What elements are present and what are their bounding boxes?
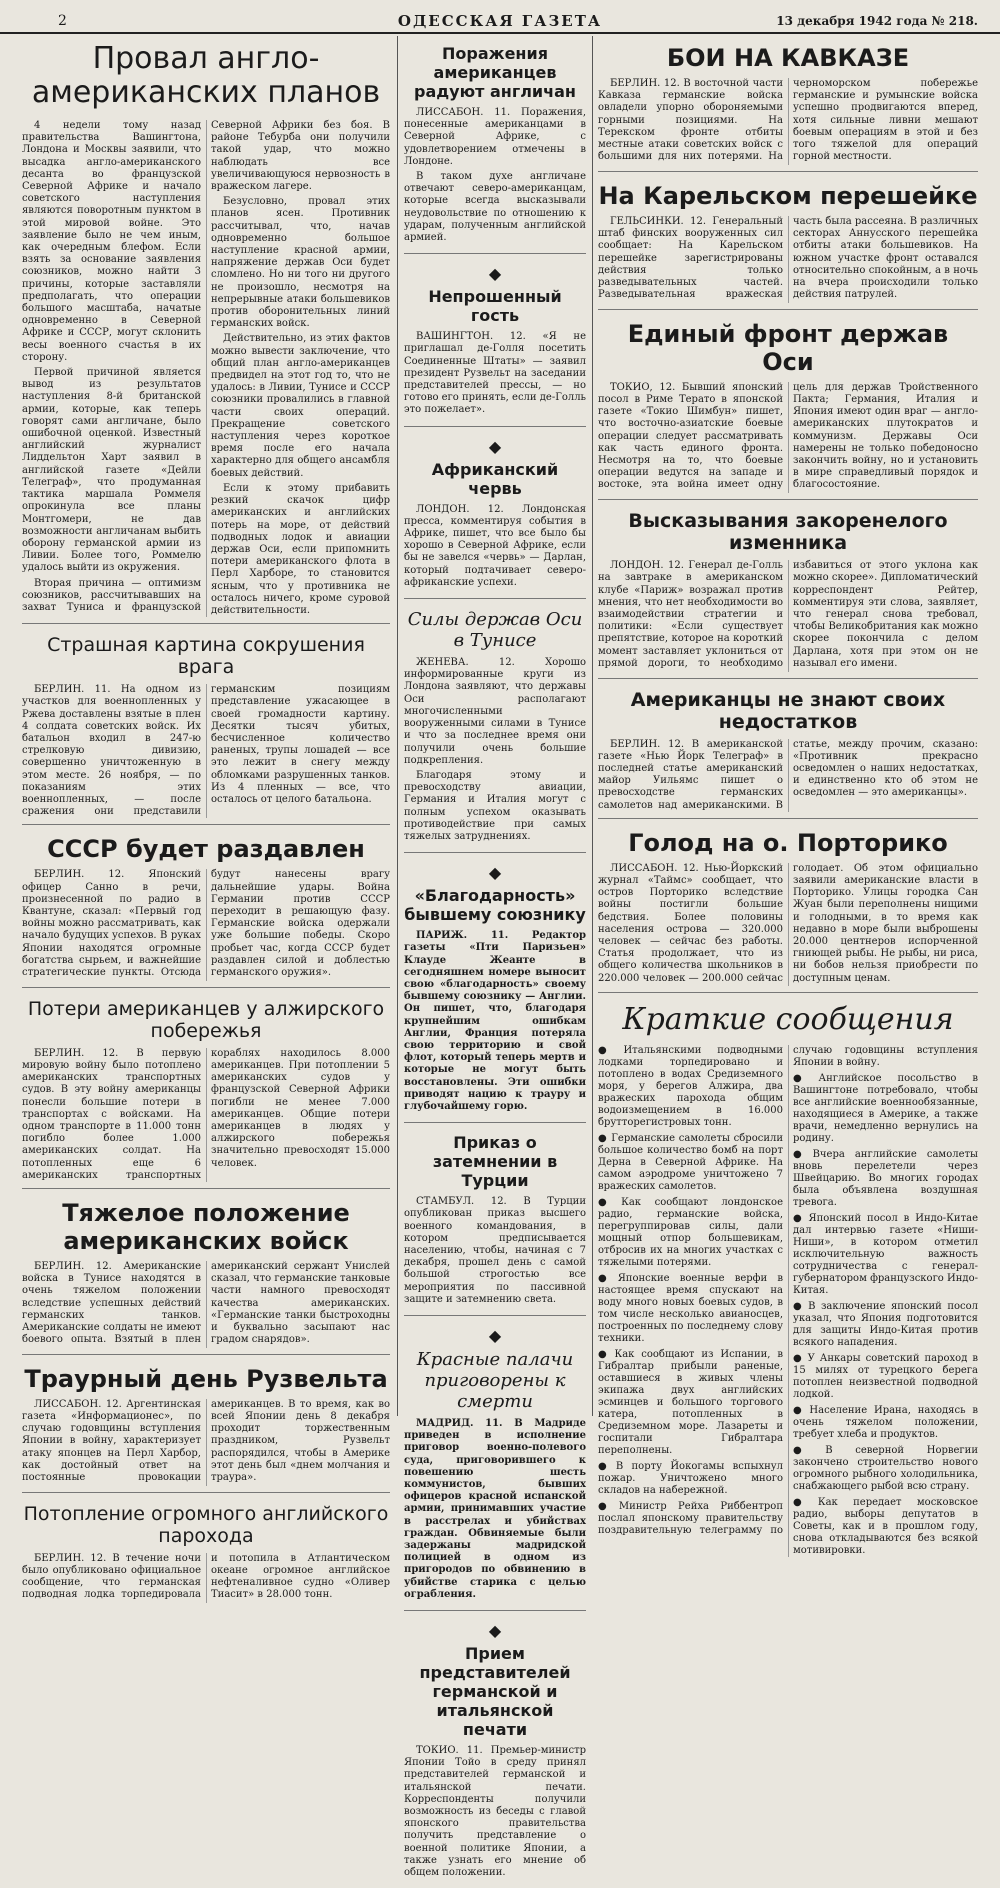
- list-item-text: В заключение японский посол указал, что Япония подготовится для защиты Индо-Китая против всякого нападения.: [793, 1301, 978, 1349]
- article: [404, 1133, 586, 1316]
- list-item: [598, 1461, 783, 1497]
- list-item-text: Как сообщают лондонское радио, германские войска, перегруппировав силы, дали мощный отпор большевикам, отбросив их на многих участках с тяжелыми потерями.: [598, 1197, 783, 1269]
- column-rule: [592, 36, 593, 1416]
- article: [404, 1349, 586, 1611]
- article-headline: Тяжелое положение американских войск: [62, 1198, 350, 1255]
- paragraph: ЛИССАБОН. 12. Нью-Йоркский журнал «Таймс» сообщает, что остров Порторико вследствие войны постигли большие бедствия. Более половины населения острова — 320.000 человек — сейчас без работы. Статья продолжает, что из общего количества школьников в 220.000 человек — 200.000 сейчас голодает. Об этом официально заявили американские власти в Порторико. Улицы городка Сан Жуан были переполнены нищими и голодными, в то время как недавно в море были выброшены 20.000 центнеров испорченной гниющей рыбы. Не рыбы, ни риса, ни бобов нельзя приобрести по доступным ценам.: [598, 862, 978, 984]
- paragraph: ЛОНДОН. 12. Генерал де-Голль на завтраке в американском клубе «Париж» возражал против мнения, что нет необходимости во взаимодействии стратегии и политики: «Если существует препятствие, которое на короткий момент заставляет уклониться от прямой дороги, то необходимо избавиться от этого уклона как можно скорее». Дипломатический корреспондент Рейтер, комментируя эти слова, заявляет, что генерал снова требовал, чтобы Великобритания как можно скорее покончила с делом Дарлана, хотя при этом он не называл его имени.: [598, 560, 978, 669]
- article-headline: Приказ о затемнении в Турции: [432, 1133, 558, 1191]
- article-body: [22, 1553, 390, 1603]
- column-left: [22, 40, 390, 1601]
- article: [598, 829, 978, 994]
- paragraph: ЛИССАБОН. 11. Поражения, понесенные американцами в Северной Африке, с удовлетворением отмечены в Лондоне.: [404, 107, 586, 167]
- bullet-icon: ●: [793, 1405, 806, 1417]
- article: [22, 1365, 390, 1493]
- article-body: [22, 1048, 390, 1182]
- list-item: [793, 1213, 978, 1297]
- page-number: 2: [58, 13, 67, 29]
- article: [22, 835, 390, 987]
- list-item-text: Итальянскими подводными лодками торпедировано и потоплено в водах Средиземного моря, у берегов Алжира, два вражеских парохода общим водоизмещением в 16.000 брутторегистровых тонн.: [598, 1045, 783, 1129]
- article: [598, 182, 978, 310]
- list-item-text: В северной Норвегии закончено строительство нового огромного рыбного холодильника, снабжающего рыбой всю страну.: [793, 1445, 978, 1493]
- separator-icon: ◆: [488, 863, 502, 883]
- bullet-icon: ●: [598, 1461, 612, 1473]
- article: [598, 320, 978, 500]
- column-right: [598, 40, 978, 1557]
- paragraph: Первой причиной является вывод из результатов наступления 8-й британской армии, которые, как теперь говорят сами англичане, было ошибочной оценкой. Известный английский журналист Лиддельтон Харт заявил в английской газете «Дейли Телеграф», что продуманная тактика маршала Роммеля опрокинула все планы Монтгомери, не дав возможности англичанам выбить оборону германской армии из Ливии. Более того, Роммелю удалось выйти из окружения.: [22, 367, 201, 574]
- paragraph: БЕРЛИН. 12. В первую мировую войну было потоплено американских транспортных судов. В эту войну американцы понесли большие потери в транспортах с войсками. На одном транспорте в 11.000 тонн погибло более 1.000 американских солдат. На потопленных еще 6 американских транспортных кораблях находилось 8.000 американцев. При потоплении 5 американских судов у французской Северной Африки погибли не менее 7.000 американцев. Общие потери американцев в людях у алжирского побережья значительно превосходят 15.000 человек.: [22, 1047, 390, 1181]
- article-body: [22, 1399, 390, 1486]
- paragraph: БЕРЛИН. 12. В американской газете «Нью Йорк Телеграф» в последней статье американский майор Уильямс пишет о превосходстве германских самолетов над американскими. В статье, между прочим, сказано: «Противник прекрасно осведомлен о наших недостатках, и единственно кто об этом не осведомлен — это американцы».: [598, 738, 978, 811]
- paragraph: Действительно, из этих фактов можно вывести заключение, что общий план англо-американцев предвидел на этот год то, что не удалось: в Ливии, Тунисе и СССР союзники провалились в главной части своих операций. Прекращение советского наступления через короткое время после его начала характерно для общего ансамбля боевых действий.: [211, 333, 390, 479]
- paragraph: ПАРИЖ. 11. Редактор газеты «Пти Паризьен» Клауде Жеанте в сегодняшнем номере выносит свою «благодарность» своему бывшему союзнику — Англии. Он пишет, что, благодаря крупнейшим ошибкам Англии, Франция потеряла свою территорию и свой флот, который теперь мертв и которые не могут быть восстановлены. Эти ошибки приводят нацию к трауру и глубочайшему горю.: [404, 930, 586, 1112]
- separator-icon: ◆: [488, 264, 502, 284]
- article-body: [598, 1045, 978, 1557]
- bullet-icon: ●: [793, 1213, 805, 1225]
- article: [22, 42, 390, 624]
- separator-icon: ◆: [488, 1326, 502, 1345]
- list-item: [793, 1497, 978, 1557]
- paragraph: БЕРЛИН. 12. Американские войска в Тунисе находятся в очень тяжелом положении вследствие успешных действий германских танков. Американские солдаты не имеют боевого опыта. Взятый в плен американский сержант Унислей сказал, что германские танковые части намного превосходят качества американских. «Германские танки быстроходны и буквально засыпают нас градом снарядов».: [22, 1260, 390, 1346]
- article-body: [598, 78, 978, 165]
- paragraph: БЕРЛИН. 12. В течение ночи было опубликовано официальное сообщение, что германская подводная лодка торпедировала и потопила в Атлантическом океане огромное английское нефтеналивное судно «Оливер Тиасит» в 28.000 тонн.: [22, 1552, 390, 1601]
- article: [22, 634, 390, 825]
- list-item: [793, 1073, 978, 1145]
- list-item: [598, 1273, 783, 1345]
- paragraph: БЕРЛИН. 12. В восточной части Кавказа германские войска овладели упорно обороняемыми горными позициями. На Терекском фронте отбиты местные атаки советских войск с большими для них потерями. На черноморском побережье германские и румынские войска успешно продвигаются вперед, хотя сильные ливни мешают боевым операциям в этой и без того тяжелой для операций горной местности.: [598, 78, 978, 163]
- paragraph: ГЕЛЬСИНКИ. 12. Генеральный штаб финских вооруженных сил сообщает: На Карельском перешейке зарегистрированы действия только разведывательных частей. Разведывательная вражеская часть была рассеяна. В различных секторах Аннусского перешейка отбиты атаки большевиков. На южном участке фронт оставался относительно спокойным, а в ночь на вчера происходили только действия патрулей.: [598, 215, 978, 301]
- paragraph: 4 недели тому назад правительства Вашингтона, Лондона и Москвы заявили, что высадка англо-американского десанта во французской Северной Африке и начало советского наступления являются поворотным пунктом в этой мировой войне. Это заявление было не чем иным, как очередным блефом. Если взять за основание заявления союзников, можно найти 3 причины, которые заставляли предполагать, что операции большого масштаба, начатые одновременно в Северной Африке и СССР, могут склонить весы военного счастья в их сторону.: [22, 120, 201, 363]
- list-item: [793, 1353, 978, 1401]
- bullet-icon: ●: [598, 1273, 614, 1285]
- bullet-icon: ●: [793, 1073, 815, 1085]
- column-rule: [397, 36, 398, 1416]
- article-body: [598, 382, 978, 493]
- article-body: [598, 739, 978, 812]
- list-item: [598, 1349, 783, 1457]
- article-headline: Траурный день Рузвельта: [24, 1364, 388, 1393]
- separator-icon: ◆: [488, 436, 502, 456]
- article-body: [22, 684, 390, 818]
- paragraph: БЕРЛИН. 11. На одном из участков для военнопленных у Ржева доставлены взятые в плен 4 солдата советских войск. Их батальон входил в 247-ю стрелковую дивизию, совершенно уничтоженную в этом месте. 26 ноября, — по показаниям этих военнопленных, — после сражения они представили германским позициям представление ужасающее в своей громадности картину. Десятки тысяч убитых, бесчисленное количество раненых, трупы лошадей — все это лежит в снегу между обломками разрушенных танков. Из 4 пленных — все, что осталось от целого батальона.: [22, 684, 390, 818]
- article-body: [22, 1261, 390, 1348]
- article-headline: На Карельском перешейке: [598, 181, 978, 210]
- article-headline: Силы держав Оси в Тунисе: [407, 609, 583, 652]
- list-item-text: В порту Йокогамы вспыхнул пожар. Уничтожено много складов на набережной.: [598, 1461, 783, 1497]
- column-middle: [404, 40, 586, 1879]
- article-headline: Поражения американцев радуют англичан: [414, 44, 576, 101]
- article: [22, 1503, 390, 1609]
- article: [404, 1644, 586, 1888]
- list-item-text: Население Ирана, находясь в очень тяжелом положении, требует хлеба и продуктов.: [793, 1405, 978, 1441]
- article: [598, 1003, 978, 1563]
- list-item: [598, 1045, 783, 1129]
- paragraph: Безусловно, провал этих планов ясен. Противник рассчитывал, что, начав одновременно большое наступление красной армии, напряжение держав Оси будет сломлено. Но ни того ни другого не произошло, несмотря на непрерывные атаки большевиков против оборонительных линий германских войск.: [211, 196, 390, 330]
- bullet-icon: ●: [793, 1497, 814, 1509]
- article: [404, 609, 586, 853]
- bullet-icon: ●: [793, 1353, 804, 1365]
- article-headline: Непрошенный гость: [428, 287, 562, 326]
- list-item: [793, 1445, 978, 1493]
- bullet-icon: ●: [598, 1133, 608, 1145]
- paragraph: БЕРЛИН. 12. Японский офицер Санно в речи, произнесенной по радио в Квантуне, сказал: «Первый год войны можно рассматривать, как начало будущих успехов. В руках Японии находятся огромные богатства сырьем, и важнейшие стратегические пункты. Отсюда будут нанесены врагу дальнейшие удары. Война Германии против СССР переходит в решающую фазу. Германские войска одержали уже большие победы. Скоро пробьет час, когда СССР будет раздавлен силой и доблестью германского оружия».: [22, 869, 390, 978]
- paragraph: Если к этому прибавить резкий скачок цифр американских и английских потерь на море, от действий подводных лодок и авиации держав Оси, если припомнить потери американского флота в Перл Харборе, то становится ясным, что у противника не осталось ничего, кроме суровой действительности.: [211, 482, 390, 616]
- bullet-icon: ●: [598, 1501, 615, 1513]
- list-item: [793, 1149, 978, 1209]
- paragraph: МАДРИД. 11. В Мадриде приведен в исполнение приговор военно-полевого суда, приговорившего к повешению шесть коммунистов, бывших офицеров красной испанской армии, принимавших участие в расстрелах и убийствах граждан. Обвиняемые были задержаны мадридской полицией в одном из пригородов по обвинению в убийстве старика с целью ограбления.: [404, 1418, 586, 1600]
- article-headline: Провал англо-американских планов: [31, 41, 381, 110]
- article: [404, 460, 586, 599]
- article: [404, 44, 586, 254]
- article-headline: СССР будет раздавлен: [47, 835, 365, 864]
- list-item: [598, 1197, 783, 1269]
- bullet-icon: ●: [598, 1349, 611, 1361]
- article-headline: Африканский червь: [431, 459, 559, 498]
- article-body: [598, 863, 978, 987]
- article: [598, 510, 978, 678]
- article-body: [22, 869, 390, 980]
- paragraph: ТОКИО, 12. Бывший японский посол в Риме Терато в японской газете «Токио Шимбун» пишет, что восточно-азиатские боевые операции следует рассматривать как часть единого фронта. Несмотря на то, что боевые операции ведутся на западе и востоке, эта война имеет одну цель для держав Тройственного Пакта; Германия, Италия и Япония имеют один враг — англо-американских плутократов и коммунизм. Державы Оси намерены не только победоносно закончить войну, но и установить в мире справедливый порядок и благосостояние.: [598, 381, 978, 491]
- article-headline: Голод на о. Порторико: [628, 828, 948, 857]
- list-item-text: У Анкары советский пароход в 15 милях от турецкого берега потоплен неизвестной подводной лодкой.: [793, 1353, 978, 1401]
- paragraph: В таком духе англичане отвечают северо-американцам, которые всегда высказывали неудовольствие по отношению к ударам, полученным английской армией.: [404, 171, 586, 244]
- article-body: [598, 560, 978, 671]
- article-headline: Краткие сообщения: [622, 1002, 954, 1038]
- paragraph: Вторая причина — оптимизм союзников, рассчитывавших на захват Туниса и французской Северной Африки без боя. В районе Тебурба они получили такой удар, что можно наблюдать все увеличивающуюся нервозность в вражеском лагере.: [22, 120, 390, 613]
- list-item: [793, 1301, 978, 1349]
- article-headline: Единый фронт держав Оси: [627, 319, 949, 376]
- bullet-icon: ●: [793, 1301, 805, 1313]
- list-item-text: Японский посол в Индо-Китае дал интервью газете «Ниши-Ниши», в котором отметил исключительную важность сотрудничества с генерал-губернатором французского Индо-Китая.: [793, 1213, 978, 1297]
- article-headline: Страшная картина сокрушения врага: [47, 634, 365, 679]
- bullet-icon: ●: [793, 1445, 822, 1457]
- article-headline: «Благодарность» бывшему союзнику: [404, 886, 586, 925]
- article-headline: Прием представителей германской и итальянской печати: [419, 1644, 571, 1740]
- list-item-text: Министр Рейха Риббентроп послал японскому правительству поздравительную телеграмму по случаю годовщины вступления Японии в войну.: [598, 1045, 978, 1537]
- paragraph: Благодаря этому и превосходству авиации, Германия и Италия могут с полным успехом оказывать противодействие при самых тяжелых затруднениях.: [404, 769, 586, 842]
- article: [598, 44, 978, 172]
- list-item: [598, 1133, 783, 1193]
- article-headline: БОИ НА КАВКАЗЕ: [666, 44, 910, 72]
- article-headline: Американцы не знают своих недостатков: [630, 688, 946, 733]
- paragraph: ТОКИО. 11. Премьер-министр Японии Тойо в среду принял представителей германской и итальянской печати. Корреспонденты получили возможность из беседы с главой японского правительства получить представление о военной политике Японии, а также узнать его мнение об общем положении.: [404, 1745, 586, 1879]
- paragraph: ЖЕНЕВА. 12. Хорошо информированные круги из Лондона заявляют, что державы Оси располагают многочисленными вооруженными силами в Тунисе и что за последнее время они получили очень большие подкрепления.: [404, 657, 586, 766]
- article: [598, 689, 978, 819]
- paragraph: ЛИССАБОН. 12. Аргентинская газета «Информационес», по случаю годовщины вступления Японии в войну, характеризует атаку японцев на Перл Харбор, как достойный ответ на постоянные провокации американцев. В то время, как во всей Японии день 8 декабря проходит торжественным праздником, Рузвельт распорядился, чтобы в Америке этот день был «днем молчания и траура».: [22, 1398, 390, 1484]
- bullet-icon: ●: [598, 1197, 618, 1209]
- paragraph: ВАШИНГТОН. 12. «Я не приглашал де-Голля посетить Соединенные Штаты» — заявил президент Рузвельт на заседании представителей прессы, — но готово его принять, если де-Голль это пожелает».: [404, 331, 586, 416]
- paragraph: СТАМБУЛ. 12. В Турции опубликован приказ высшего военного командования, в котором предписывается населению, чтобы, начиная с 7 декабря, прошел день с самой большой строгостью все мероприятия по пассивной защите и затемнению света.: [404, 1196, 586, 1305]
- article-headline: Высказывания закоренелого изменника: [628, 510, 948, 555]
- article: [404, 886, 586, 1123]
- list-item-text: Вчера английские самолеты вновь перелетели через Швейцарию. Во многих городах была объявлена воздушная тревога.: [793, 1149, 978, 1209]
- article-body: [22, 120, 390, 617]
- article-headline: Потопление огромного английского парохода: [23, 1502, 389, 1547]
- newspaper-name: ОДЕССКАЯ ГАЗЕТА: [397, 12, 603, 30]
- bullet-icon: ●: [598, 1045, 620, 1057]
- list-item-text: Германские самолеты сбросили большое количество бомб на порт Дерна в Северной Африке. На самом аэродроме уничтожено 7 вражеских самолетов.: [598, 1133, 783, 1193]
- list-item: [793, 1405, 978, 1441]
- article-headline: Потери американцев у алжирского побережья: [27, 997, 385, 1042]
- article: [22, 1199, 390, 1355]
- article: [22, 998, 390, 1189]
- paragraph: ЛОНДОН. 12. Лондонская пресса, комментируя события в Африке, пишет, что все было бы хорошо в Северной Африке, если бы не завелся «червь» — Дарлан, который подтачивает северо-африканские успехи.: [404, 503, 586, 588]
- list-item-text: Английское посольство в Вашингтоне потребовало, чтобы все английские военнообязанные, находящиеся в Америке, а также врачи, немедленно вернулись на родину.: [793, 1073, 978, 1145]
- article-headline: Красные палачи приговорены к смерти: [416, 1349, 574, 1412]
- list-item-text: Японские военные верфи в настоящее время спускают на воду много новых боевых судов, в том числе несколько авианосцев, построенных по последнему слову техники.: [598, 1273, 783, 1345]
- list-item-text: Как передает московское радио, выборы депутатов в Советы, как и в прошлом году, снова откладываются без всякой мотивировки.: [793, 1497, 978, 1557]
- bullet-icon: ●: [793, 1149, 809, 1161]
- separator-icon: ◆: [488, 1621, 502, 1641]
- article: [404, 287, 586, 426]
- list-item-text: Как сообщают из Испании, в Гибралтар прибыли раненые, оставшиеся в живых члены экипажа двух английских эсминцев и большого торгового катера, потопленных в Средиземном море. Лазареты и госпитали Гибралтара переполнены.: [598, 1349, 783, 1457]
- masthead: [0, 10, 1000, 34]
- issue-date: 13 декабря 1942 года № 218.: [776, 14, 978, 28]
- article-body: [598, 216, 978, 303]
